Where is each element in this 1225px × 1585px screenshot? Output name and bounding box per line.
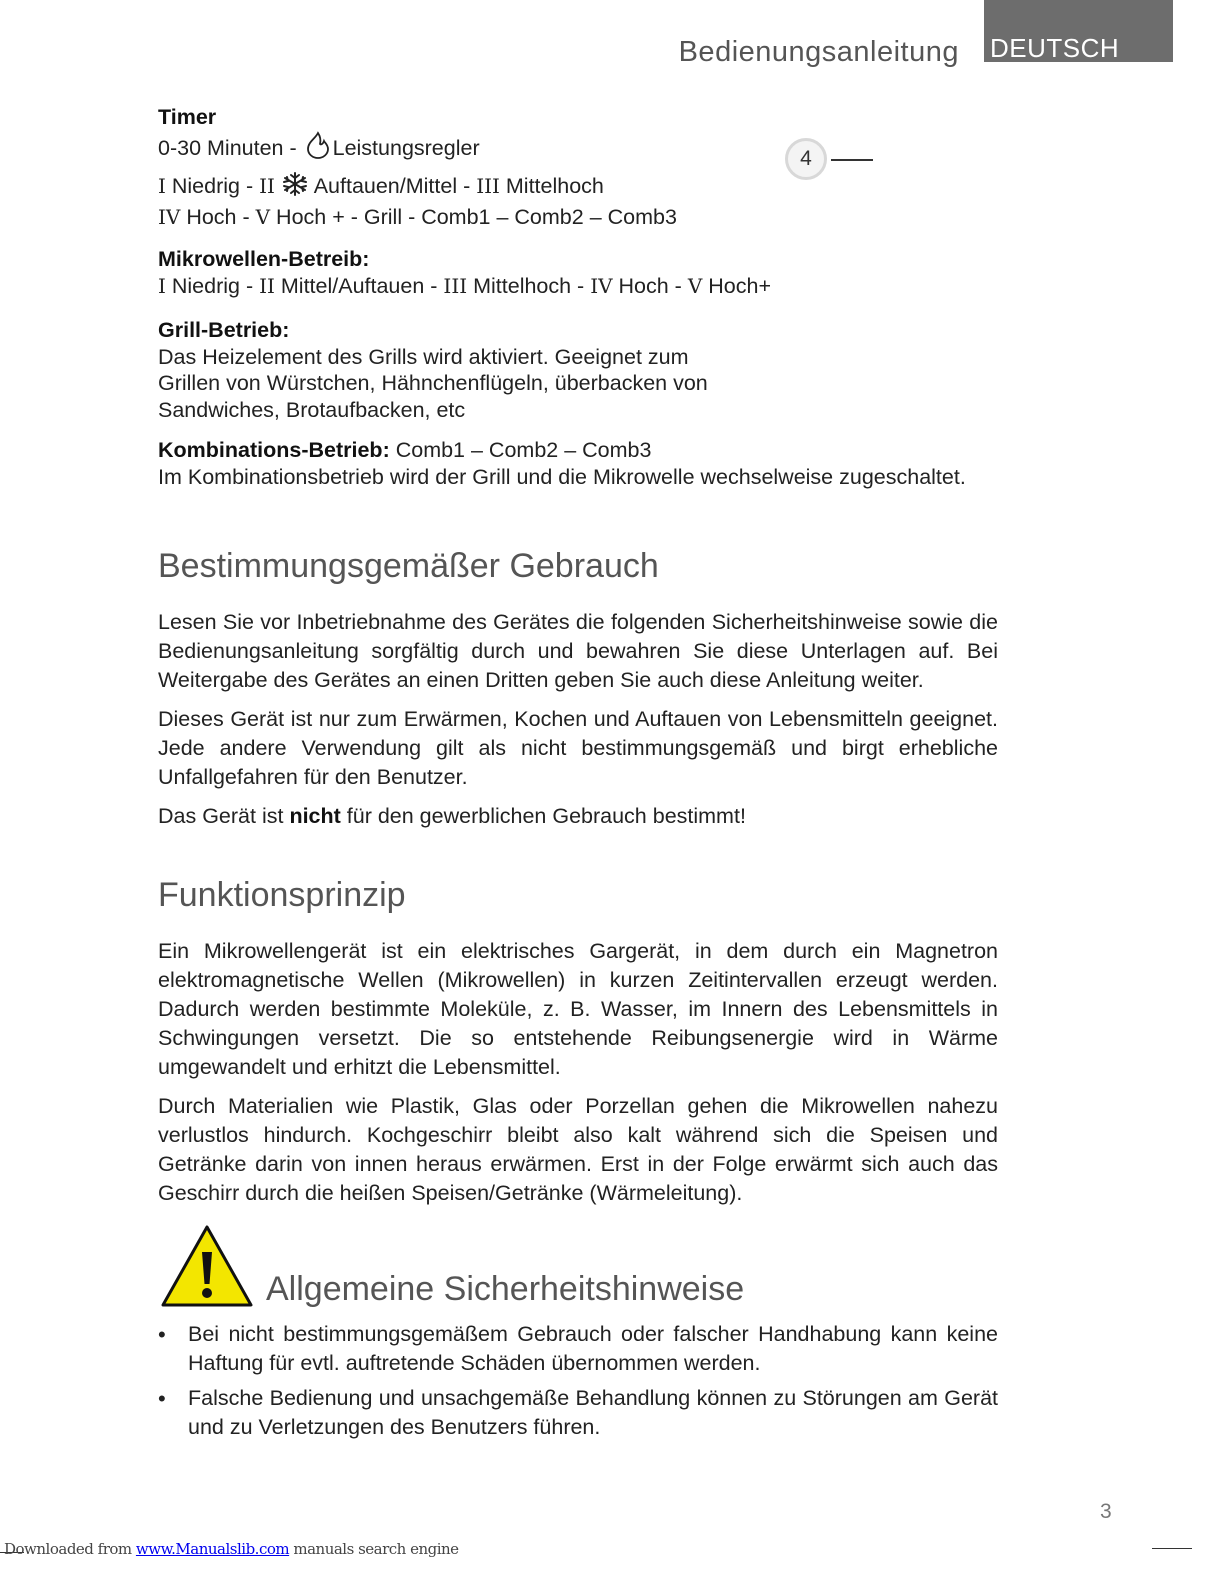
- level-text: Mittel/Auftauen -: [274, 273, 444, 298]
- grill-line-2: Grillen von Würstchen, Hähnchenflügeln, überbacken von: [158, 371, 708, 395]
- timer-line-2: [158, 171, 998, 204]
- callout-number: 4: [785, 138, 827, 180]
- power-flame-icon: [303, 131, 333, 166]
- combination-modes: Comb1 – Comb2 – Comb3: [389, 438, 652, 462]
- level-roman: V: [687, 273, 703, 298]
- function-paragraph: Ein Mikrowellengerät ist ein elektrisches Gargerät, in dem durch ein Magnetron elektromagnetische Wellen (Mikrowellen) in kurzen Zeitintervallen erzeugt werden. Dadurch werden bestimmte Moleküle, z. B. Wasser, im Innern des Lebensmittels in Schwingungen versetzt. Die so entstehende Reibungsenergie wird in Wärme umgewandelt und erhitzt die Lebensmittel.: [158, 939, 998, 1079]
- combination-heading: Kombinations-Betrieb:: [158, 438, 390, 462]
- timer-block: [158, 104, 998, 230]
- timer-heading: Timer: [158, 105, 217, 129]
- language-label: DEUTSCH: [990, 33, 1120, 63]
- level-text: Hoch -: [180, 204, 256, 229]
- level-roman: II: [259, 273, 275, 298]
- microwave-block: [158, 246, 998, 299]
- grill-line-1: Das Heizelement des Grills wird aktiviert. Geeignet zum: [158, 344, 689, 369]
- footer-suffix: manuals search engine: [289, 1540, 459, 1558]
- level-text: Hoch -: [612, 273, 688, 298]
- level-text: Mittelhoch: [499, 174, 604, 198]
- combination-heading-line: [158, 437, 998, 464]
- document-title: Bedienungsanleitung: [678, 36, 959, 68]
- level-roman: I: [158, 273, 166, 298]
- list-item: • Bei nicht bestimmungsgemäßem Gebrauch oder falscher Handhabung kann keine Haftung für evtl. auftretende Schäden übernommen werden.: [158, 1320, 998, 1378]
- grill-block: [158, 317, 998, 423]
- function-title: Funktionsprinzip: [158, 876, 406, 914]
- download-footer: [4, 1540, 459, 1558]
- footer-rule: [1152, 1548, 1192, 1549]
- manualslib-link[interactable]: www.Manualslib.com: [135, 1540, 290, 1558]
- page-content: [158, 104, 998, 1218]
- level-text: Niedrig -: [165, 273, 260, 298]
- level-text: Niedrig -: [165, 174, 260, 198]
- text-span: Das Gerät ist: [158, 804, 290, 828]
- emphasis-text: nicht: [289, 804, 341, 828]
- page-number: 3: [1100, 1500, 1112, 1523]
- level-roman: III: [443, 273, 468, 298]
- microwave-levels: [158, 273, 998, 300]
- microwave-heading: Mikrowellen-Betreib:: [158, 247, 370, 271]
- timer-line-3: [158, 204, 998, 231]
- timer-range: 0-30 Minuten -: [158, 135, 303, 160]
- function-paragraph: Durch Materialien wie Plastik, Glas oder Porzellan gehen die Mikrowellen nahezu verlustlos hindurch. Kochgeschirr bleibt also kalt während sich die Speisen und Getränke darin von innen heraus erwärmen. Erst in der Folge erwärmt sich auch das Geschirr durch die heißen Speisen/Getränke (Wärmeleitung).: [158, 1094, 998, 1205]
- level-roman: IV: [590, 273, 613, 298]
- snowflake-icon: [281, 171, 309, 204]
- level-text: Auftauen/Mittel -: [308, 174, 477, 198]
- grill-heading: Grill-Betrieb:: [158, 318, 290, 342]
- function-body: [158, 937, 998, 1208]
- combination-block: [158, 437, 998, 490]
- footer-prefix: Downloaded from: [4, 1540, 136, 1558]
- level-roman: I: [158, 174, 166, 198]
- grill-line-3: Sandwiches, Brotaufbacken, etc: [158, 397, 466, 422]
- intended-use-paragraph: [158, 802, 998, 831]
- list-item: • Falsche Bedienung und unsachgemäße Behandlung können zu Störungen am Gerät und zu Verletzungen des Benutzers führen.: [158, 1384, 998, 1442]
- text-span: für den gewerblichen Gebrauch bestimmt!: [340, 804, 746, 828]
- intended-use-paragraph: Lesen Sie vor Inbetriebnahme des Gerätes die folgenden Sicherheitshinweise sowie die Bedienungsanleitung sorgfältig durch und bewahren Sie diese Unterlagen auf. Bei Weitergabe des Gerätes an einen Dritten geben Sie auch diese Anleitung weiter.: [158, 610, 998, 692]
- combination-text: Im Kombinationsbetrieb wird der Grill und die Mikrowelle wechselweise zugeschaltet.: [158, 464, 966, 489]
- warning-triangle-icon: [160, 1224, 254, 1313]
- power-regulator-label: Leistungsregler: [332, 135, 480, 160]
- intended-use-body: [158, 608, 998, 831]
- intended-use-paragraph: Dieses Gerät ist nur zum Erwärmen, Kochen und Auftauen von Lebensmitteln geeignet. Jede andere Verwendung gilt als nicht bestimmungsgemäß und birgt erhebliche Unfallgefahren für den Benutzer.: [158, 707, 998, 789]
- level-roman: III: [476, 174, 500, 198]
- language-tab: [984, 0, 1173, 62]
- level-text: Hoch+: [702, 273, 772, 298]
- level-text: Mittelhoch -: [467, 273, 591, 298]
- level-text: Hoch + - Grill - Comb1 – Comb2 – Comb3: [270, 204, 677, 229]
- intended-use-title: Bestimmungsgemäßer Gebrauch: [158, 547, 659, 585]
- level-roman: II: [259, 174, 275, 198]
- level-roman: V: [255, 204, 271, 229]
- level-roman: IV: [158, 204, 181, 229]
- safety-list: [158, 1320, 998, 1448]
- timer-line-1: [158, 131, 998, 166]
- safety-title: Allgemeine Sicherheitshinweise: [266, 1270, 745, 1308]
